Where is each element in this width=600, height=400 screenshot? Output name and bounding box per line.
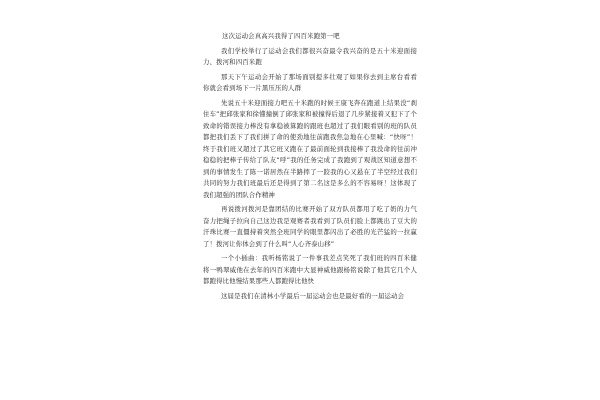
paragraph-anecdote: 一个小插曲：我听杨铭说了一件事我差点笑死了我们班的四百米健将一鸭翠威他在去年的四百米跑中大显神威他跟杨铭说除了他其它几个人都跑得比他慢结果那些人都跑得比他快 <box>203 254 417 285</box>
paragraph-opening-scene: 那天下午运动会开始了那场面别提多壮观了如果你去到主席台看看你就会看到场下一片黑压压的人群 <box>203 72 417 92</box>
essay-title: 这次运动会真高兴我得了四百米跑第一吧 <box>222 32 340 40</box>
paragraph-relay-race: 先说五十米迎面接力吧五十米跑的时候王康飞奔在跑道上结果没“刹住车”把邱张家和徐懂撞倒了邱张家和被撞得后退了几步紧接着又犯下了个致命的错误接力棒没有拿稳被算跑的跟班也超过了我们眼看别的班的队员都把我们丢下了我们拼了命的使劲地往前跑我焦急地在心里喊：“快呀”！终于我们班又超过了其它班又跑在了最前面轮到我接棒了我没命的往前冲稳稳的把棒子传给了队友“呼”我的任务完成了我跑到了观战区知道意想不到的事情发生了陈一诺居然在半路摔了一跤我的心又悬在了半空经过我们共同的努力我们班最后还是得到了第二名这是多么的不容易呀！这体现了我们超强的团队合作精神 <box>203 98 417 199</box>
paragraph-tug-of-war: 再说拨河拨河是靠团结的比赛开始了双方队员都用了吃了奶的力气奋力把绳子拉向自己这边我是观赛者我看到了队员们脸上都跳出了豆大的汗珠比赛一直僵持着突然全班同学的眼里都闪出了必胜的光芒猛的一拉赢了！拨河让你体会到了什么叫“人心齐泰山移” <box>203 205 417 248</box>
paragraph-events-intro: 我们学校举行了运动会我们都很兴奋最令我兴奋的是五十米迎面接力、拨河和四百米跑 <box>203 46 417 66</box>
essay-body <box>203 31 417 302</box>
paragraph-conclusion: 这届是我们在清林小学最后一届运动会也是最好看的一届运动会 <box>221 291 405 300</box>
